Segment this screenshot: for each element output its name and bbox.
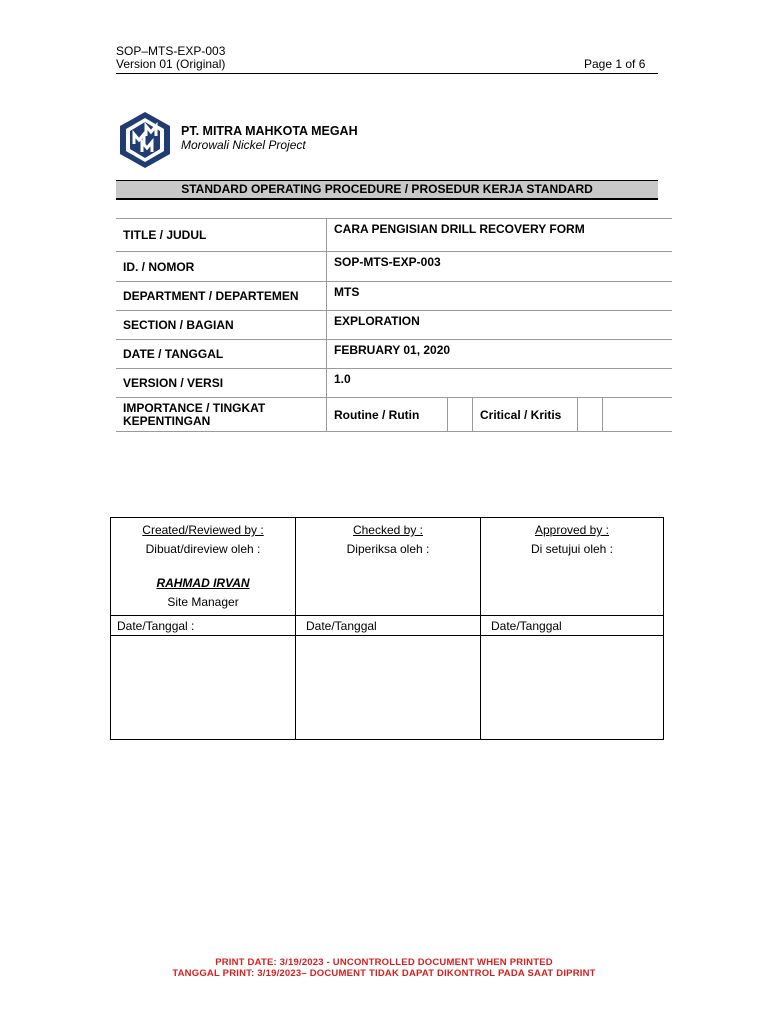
info-value: FEBRUARY 01, 2020 xyxy=(327,340,673,369)
checked-cell xyxy=(296,518,481,616)
page-number: Page 1 of 6 xyxy=(584,57,646,71)
info-row xyxy=(116,252,672,282)
checked-title: Checked by : xyxy=(352,523,424,537)
info-label: DATE / TANGGAL xyxy=(116,340,327,369)
importance-spacer xyxy=(603,398,673,432)
info-row xyxy=(116,282,672,311)
routine-checkbox[interactable] xyxy=(448,398,473,432)
info-label: ID. / NOMOR xyxy=(116,252,327,282)
created-signature-box[interactable] xyxy=(111,636,296,740)
sop-title-bar: STANDARD OPERATING PROCEDURE / PROSEDUR KERJA STANDARD xyxy=(116,180,658,200)
created-subtitle: Dibuat/direview oleh : xyxy=(145,542,261,556)
importance-critical: Critical / Kritis xyxy=(473,398,578,432)
project-name: Morowali Nickel Project xyxy=(181,138,306,152)
info-row xyxy=(116,219,672,252)
critical-checkbox[interactable] xyxy=(578,398,603,432)
doc-code: SOP–MTS-EXP-003 xyxy=(116,44,226,58)
info-value: EXPLORATION xyxy=(327,311,673,340)
company-name: PT. MITRA MAHKOTA MEGAH xyxy=(181,124,358,138)
mmm-hexagon-logo-icon xyxy=(118,110,172,170)
created-title: Created/Reviewed by : xyxy=(142,523,264,537)
approved-signature-box[interactable] xyxy=(481,636,664,740)
print-notice-line1: PRINT DATE: 3/19/2023 - UNCONTROLLED DOCUMENT WHEN PRINTED xyxy=(215,957,553,968)
signature-table xyxy=(110,517,664,740)
creator-role: Site Manager xyxy=(167,595,239,609)
info-row xyxy=(116,369,672,398)
info-value: SOP-MTS-EXP-003 xyxy=(327,252,673,282)
info-label: SECTION / BAGIAN xyxy=(116,311,327,340)
importance-routine: Routine / Rutin xyxy=(327,398,448,432)
approved-subtitle: Di setujui oleh : xyxy=(530,542,614,556)
created-date-label: Date/Tanggal : xyxy=(111,616,296,636)
info-row xyxy=(116,311,672,340)
created-cell xyxy=(111,518,296,616)
doc-version: Version 01 (Original) xyxy=(116,57,226,71)
info-value: 1.0 xyxy=(327,369,673,398)
info-value: MTS xyxy=(327,282,673,311)
approved-date-label: Date/Tanggal xyxy=(481,616,664,636)
header-divider xyxy=(116,73,658,74)
info-value: CARA PENGISIAN DRILL RECOVERY FORM xyxy=(327,219,673,252)
checked-date-label: Date/Tanggal xyxy=(296,616,481,636)
approved-title: Approved by : xyxy=(534,523,610,537)
checked-signature-box[interactable] xyxy=(296,636,481,740)
info-label: VERSION / VERSI xyxy=(116,369,327,398)
approved-cell xyxy=(481,518,664,616)
print-notice-line2: TANGGAL PRINT: 3/19/2023– DOCUMENT TIDAK DAPAT DIKONTROL PADA SAAT DIPRINT xyxy=(172,968,596,979)
checked-subtitle: Diperiksa oleh : xyxy=(346,542,430,556)
info-row xyxy=(116,340,672,369)
importance-label: IMPORTANCE / TINGKAT KEPENTINGAN xyxy=(116,398,327,432)
creator-name: RAHMAD IRVAN xyxy=(156,576,250,590)
info-label: DEPARTMENT / DEPARTEMEN xyxy=(116,282,327,311)
document-info-table xyxy=(116,218,672,432)
info-label: TITLE / JUDUL xyxy=(116,219,327,252)
importance-row xyxy=(116,398,672,432)
